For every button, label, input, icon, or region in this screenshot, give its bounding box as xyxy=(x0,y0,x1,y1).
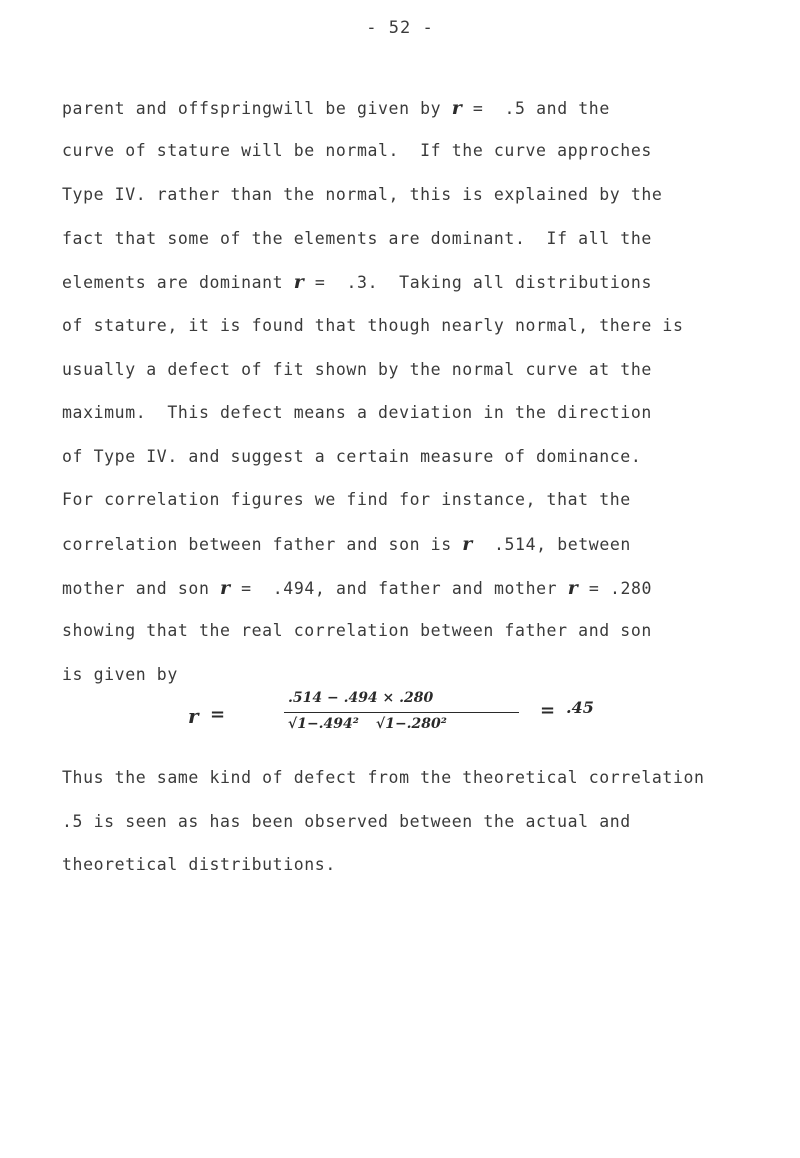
handwritten-r-symbol: r xyxy=(462,533,473,555)
text-line-12 xyxy=(62,577,652,599)
text-line-13: showing that the real correlation between father and son xyxy=(62,621,652,640)
text-line-14: is given by xyxy=(62,665,178,684)
formula-denominator-left: √1−.494² xyxy=(288,716,359,732)
text-line-3: Type IV. rather than the normal, this is explained by the xyxy=(62,185,663,204)
text-line-17: theoretical distributions. xyxy=(62,855,336,874)
fraction-bar xyxy=(284,712,519,713)
text-segment: = .280 xyxy=(578,579,653,598)
formula-result-equals: = xyxy=(540,700,556,721)
text-segment: elements are dominant xyxy=(62,273,294,292)
text-line-5 xyxy=(62,271,652,293)
text-line-16: .5 is seen as has been observed between the actual and xyxy=(62,812,631,831)
text-line-4: fact that some of the elements are dominant. If all the xyxy=(62,229,652,248)
text-line-1 xyxy=(62,97,610,119)
text-segment: = .494, and father and mother xyxy=(230,579,568,598)
text-line-6: of stature, it is found that though nearly normal, there is xyxy=(62,316,684,335)
page-number: - 52 - xyxy=(366,18,434,38)
handwritten-r-symbol: r xyxy=(220,577,231,599)
handwritten-r-symbol: r xyxy=(293,271,305,293)
handwritten-r-symbol: r xyxy=(567,577,579,599)
text-segment: = .3. Taking all distributions xyxy=(304,273,652,292)
text-line-8: maximum. This defect means a deviation in the direction xyxy=(62,403,652,422)
formula-equals: = xyxy=(210,704,226,725)
formula-numerator: .514 − .494 × .280 xyxy=(288,690,434,706)
formula-denominator-right: √1−.280² xyxy=(376,716,447,732)
text-line-11 xyxy=(62,533,631,555)
handwritten-r-symbol: r xyxy=(451,97,463,119)
text-line-10: For correlation figures we find for instance, that the xyxy=(62,490,631,509)
text-line-15: Thus the same kind of defect from the theoretical correlation xyxy=(62,768,705,787)
handwritten-formula xyxy=(188,690,608,760)
text-segment: correlation between father and son is xyxy=(62,535,463,554)
text-line-9: of Type IV. and suggest a certain measure of dominance. xyxy=(62,447,642,466)
formula-lhs: r xyxy=(188,704,199,728)
text-line-2: curve of stature will be normal. If the curve approches xyxy=(62,141,652,160)
text-segment: = .5 and the xyxy=(462,99,610,118)
text-segment: mother and son xyxy=(62,579,221,598)
formula-result: .45 xyxy=(566,698,594,717)
text-segment: parent and offspringwill be given by xyxy=(62,99,452,118)
text-segment: .514, between xyxy=(472,535,631,554)
text-line-7: usually a defect of fit shown by the normal curve at the xyxy=(62,360,652,379)
